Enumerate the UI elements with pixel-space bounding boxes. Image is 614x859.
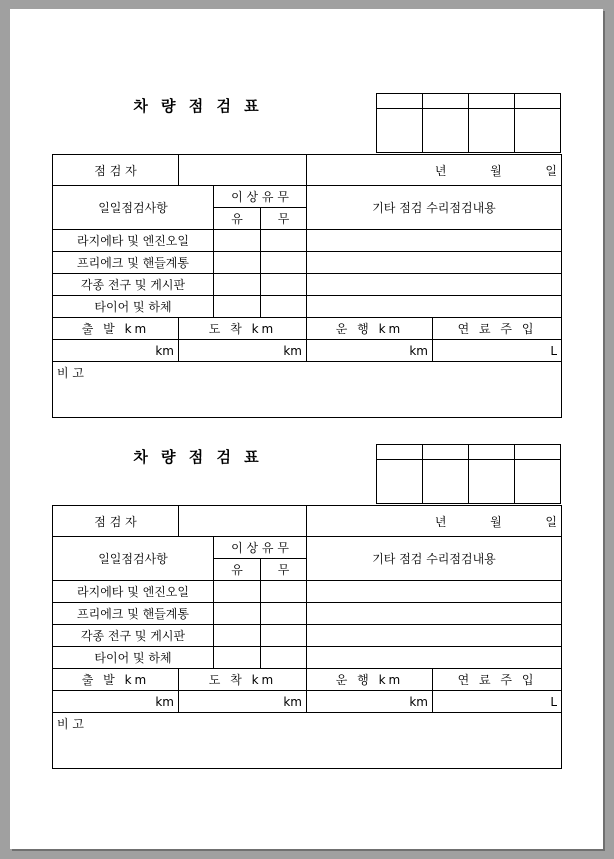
sign-cell[interactable] bbox=[423, 460, 469, 504]
notes-cell[interactable] bbox=[307, 296, 562, 318]
form-title: 차 량 점 검 표 bbox=[133, 448, 263, 466]
sign-cell[interactable] bbox=[515, 460, 561, 504]
depart-label: 출 발 km bbox=[53, 669, 179, 691]
arrive-km-field[interactable]: km bbox=[179, 691, 307, 713]
inspector-input[interactable] bbox=[179, 506, 307, 537]
yes-cell[interactable] bbox=[214, 647, 261, 669]
status-label: 이 상 유 무 bbox=[214, 537, 307, 559]
month-label: 월 bbox=[490, 514, 502, 529]
arrive-label: 도 착 km bbox=[179, 318, 307, 340]
document-page bbox=[10, 9, 603, 849]
notes-cell[interactable] bbox=[307, 581, 562, 603]
yes-cell[interactable] bbox=[214, 581, 261, 603]
month-label: 월 bbox=[490, 163, 502, 178]
check-item: 프리에크 및 핸들계통 bbox=[53, 603, 214, 625]
check-item: 각종 전구 및 게시판 bbox=[53, 625, 214, 647]
remarks-label: 비 고 bbox=[57, 717, 84, 731]
check-item: 라지에타 및 엔진오일 bbox=[53, 230, 214, 252]
no-cell[interactable] bbox=[261, 230, 307, 252]
form-title: 차 량 점 검 표 bbox=[133, 97, 263, 115]
date-field[interactable] bbox=[307, 155, 562, 186]
notes-cell[interactable] bbox=[307, 274, 562, 296]
no-label: 무 bbox=[261, 208, 307, 230]
day-label: 일 bbox=[545, 163, 557, 178]
drive-label: 운 행 km bbox=[307, 669, 433, 691]
yes-label: 유 bbox=[214, 559, 261, 581]
remarks-field[interactable] bbox=[53, 713, 562, 769]
year-label: 년 bbox=[434, 514, 447, 529]
no-cell[interactable] bbox=[261, 581, 307, 603]
fuel-liter-field[interactable]: L bbox=[433, 691, 562, 713]
sign-cell[interactable] bbox=[469, 460, 515, 504]
drive-km-field[interactable]: km bbox=[307, 340, 433, 362]
arrive-label: 도 착 km bbox=[179, 669, 307, 691]
check-item: 라지에타 및 엔진오일 bbox=[53, 581, 214, 603]
other-label: 기타 점검 수리점검내용 bbox=[307, 186, 562, 230]
daily-items-label: 일일점검사항 bbox=[53, 537, 214, 581]
yes-label: 유 bbox=[214, 208, 261, 230]
no-cell[interactable] bbox=[261, 252, 307, 274]
yes-cell[interactable] bbox=[214, 230, 261, 252]
other-label: 기타 점검 수리점검내용 bbox=[307, 537, 562, 581]
depart-label: 출 발 km bbox=[53, 318, 179, 340]
sign-cell[interactable] bbox=[423, 109, 469, 153]
sign-cell[interactable] bbox=[469, 109, 515, 153]
check-item: 프리에크 및 핸들계통 bbox=[53, 252, 214, 274]
check-item: 타이어 및 하체 bbox=[53, 296, 214, 318]
yes-cell[interactable] bbox=[214, 274, 261, 296]
drive-km-field[interactable]: km bbox=[307, 691, 433, 713]
notes-cell[interactable] bbox=[307, 625, 562, 647]
yes-cell[interactable] bbox=[214, 603, 261, 625]
remarks-field[interactable] bbox=[53, 362, 562, 418]
inspector-label: 점 검 자 bbox=[53, 155, 179, 186]
fuel-label: 연 료 주 입 bbox=[433, 318, 562, 340]
arrive-km-field[interactable]: km bbox=[179, 340, 307, 362]
approval-box bbox=[376, 444, 561, 504]
no-cell[interactable] bbox=[261, 647, 307, 669]
no-cell[interactable] bbox=[261, 274, 307, 296]
approval-box bbox=[376, 93, 561, 153]
check-item: 타이어 및 하체 bbox=[53, 647, 214, 669]
sign-cell[interactable] bbox=[377, 460, 423, 504]
yes-cell[interactable] bbox=[214, 252, 261, 274]
notes-cell[interactable] bbox=[307, 252, 562, 274]
depart-km-field[interactable]: km bbox=[53, 691, 179, 713]
no-label: 무 bbox=[261, 559, 307, 581]
sign-cell[interactable] bbox=[515, 109, 561, 153]
depart-km-field[interactable]: km bbox=[53, 340, 179, 362]
yes-cell[interactable] bbox=[214, 296, 261, 318]
sign-cell[interactable] bbox=[377, 109, 423, 153]
notes-cell[interactable] bbox=[307, 230, 562, 252]
remarks-label: 비 고 bbox=[57, 366, 84, 380]
fuel-liter-field[interactable]: L bbox=[433, 340, 562, 362]
inspection-table bbox=[52, 154, 562, 418]
date-field[interactable] bbox=[307, 506, 562, 537]
no-cell[interactable] bbox=[261, 296, 307, 318]
day-label: 일 bbox=[545, 514, 557, 529]
status-label: 이 상 유 무 bbox=[214, 186, 307, 208]
inspector-input[interactable] bbox=[179, 155, 307, 186]
fuel-label: 연 료 주 입 bbox=[433, 669, 562, 691]
no-cell[interactable] bbox=[261, 603, 307, 625]
drive-label: 운 행 km bbox=[307, 318, 433, 340]
inspection-table bbox=[52, 505, 562, 769]
notes-cell[interactable] bbox=[307, 647, 562, 669]
no-cell[interactable] bbox=[261, 625, 307, 647]
daily-items-label: 일일점검사항 bbox=[53, 186, 214, 230]
yes-cell[interactable] bbox=[214, 625, 261, 647]
year-label: 년 bbox=[434, 163, 447, 178]
inspector-label: 점 검 자 bbox=[53, 506, 179, 537]
notes-cell[interactable] bbox=[307, 603, 562, 625]
check-item: 각종 전구 및 게시판 bbox=[53, 274, 214, 296]
